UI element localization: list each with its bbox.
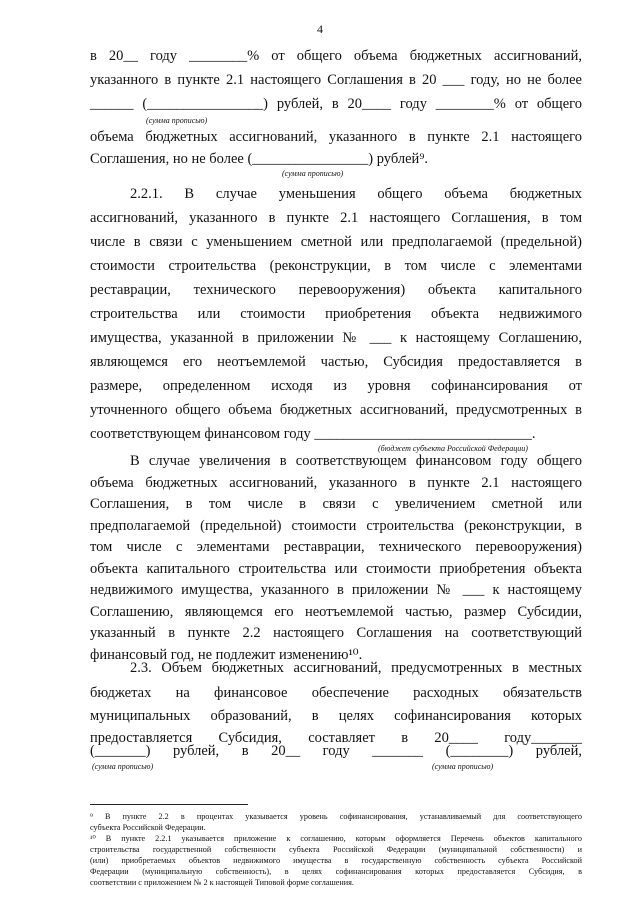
text-line: уточненного общего объема бюджетных ассигнований, предусмотренных в bbox=[90, 402, 582, 418]
text-line: предполагаемой (предельной) стоимости строительства (реконструкции, в bbox=[90, 517, 582, 534]
text-line: ассигнований, указанного в пункте 2.1 настоящего Соглашения, в том bbox=[90, 210, 582, 226]
text-line: ______ (________________) рублей, в 20____ году ________% от общего bbox=[90, 96, 582, 112]
text-line: недвижимого имущества, указанного в приложении № ___ к настоящему bbox=[90, 582, 582, 598]
text-line: Соглашения, в том числе в связи с увеличением сметной или bbox=[90, 496, 582, 512]
footnote-9-line: субъекта Российской Федерации. bbox=[90, 823, 206, 832]
footnote-10-line: Федерации (муниципальную собственность), в целях софинансирования которых предоставляется Субсидия, в bbox=[90, 867, 582, 876]
page-number: 4 bbox=[317, 22, 323, 36]
footnote-10-line: ¹⁰ В пункте 2.2.1 указывается приложение к соглашению, которым оформляется Перечень объектов капитального bbox=[90, 834, 582, 843]
text-line: Соглашения, но не более (________________) рублей⁹. bbox=[90, 151, 428, 167]
caption-budget-subject: (бюджет субъекта Российской Федерации) bbox=[378, 444, 528, 453]
text-line: муниципальных образований, в целях софинансирования которых bbox=[90, 708, 582, 724]
footnote-10-line: (или) приобретаемых объектов недвижимого имущества в государственную собственность субъекта Российской bbox=[90, 856, 582, 865]
text-line: бюджетах на финансовое обеспечение расходных обязательств bbox=[90, 685, 582, 701]
caption-sum-words: (сумма прописью) bbox=[146, 116, 208, 125]
paragraph-2-2-1-first-line: 2.2.1. В случае уменьшения общего объема бюджетных bbox=[130, 186, 582, 202]
text-line: реставрации, технического перевооружения) объекта капитального bbox=[90, 282, 582, 298]
footnote-9-line: ⁹ В пункте 2.2 в процентах указывается уровень софинансирования, устанавливаемый для соответствующего bbox=[90, 812, 582, 821]
paragraph-2-3-first-line: 2.3. Объем бюджетных ассигнований, предусмотренных в местных bbox=[130, 660, 582, 676]
text-line: финансовый год, не подлежит изменению¹⁰. bbox=[90, 646, 363, 663]
text-line: (_______) рублей, в 20__ году _______ (________) рублей, bbox=[90, 743, 582, 759]
caption-sum-words: (сумма прописью) bbox=[432, 762, 494, 771]
text-line: размере, определенном исходя из уровня софинансирования от bbox=[90, 378, 582, 394]
text-line: соответствующем финансовом году ______________________________. bbox=[90, 426, 536, 442]
text-line: объема бюджетных ассигнований, указанного в пункте 2.1 настоящего bbox=[90, 474, 582, 491]
text-line: в 20__ году ________% от общего объема бюджетных ассигнований, bbox=[90, 48, 582, 64]
text-line: стоимости строительства (реконструкции, в том числе с элементами bbox=[90, 258, 582, 274]
text-line: строительства или стоимости приобретения объекта недвижимого bbox=[90, 306, 582, 322]
text-line: объекта капитального строительства или стоимости приобретения объекта bbox=[90, 560, 582, 577]
footnote-rule bbox=[90, 804, 248, 805]
text-line: Соглашению, являющемся его неотъемлемой частью, размер Субсидии, bbox=[90, 603, 582, 620]
text-line: имущества, указанной в приложении № ___ к настоящему Соглашению, bbox=[90, 330, 582, 346]
footnote-10-line: строительства государственной собственности субъекта Российской Федерации (муниципальной собственности) и bbox=[90, 845, 582, 854]
paragraph-increase-first-line: В случае увеличения в соответствующем финансовом году общего bbox=[130, 453, 582, 469]
caption-sum-words: (сумма прописью) bbox=[92, 762, 154, 771]
text-line: указанного в пункте 2.1 настоящего Соглашения в 20 ___ году, но не более bbox=[90, 72, 582, 88]
text-line: числе в связи с уменьшением сметной или предполагаемой (предельной) bbox=[90, 234, 582, 250]
footnote-10-line: соответствии с приложением № 2 к настоящей Типовой форме соглашения. bbox=[90, 878, 354, 887]
text-line: являющемся его неотъемлемой частью, Субсидия предоставляется в bbox=[90, 354, 582, 370]
text-line: предоставляется Субсидия, составляет в 20____ году_______ bbox=[90, 730, 582, 746]
caption-sum-words: (сумма прописью) bbox=[282, 169, 344, 178]
text-line: объема бюджетных ассигнований, указанного в пункте 2.1 настоящего bbox=[90, 129, 582, 145]
text-line: том числе с элементами реставрации, технического перевооружения) bbox=[90, 539, 582, 555]
text-line: указанный в пункте 2.2 настоящего Соглашения на соответствующий bbox=[90, 625, 582, 641]
